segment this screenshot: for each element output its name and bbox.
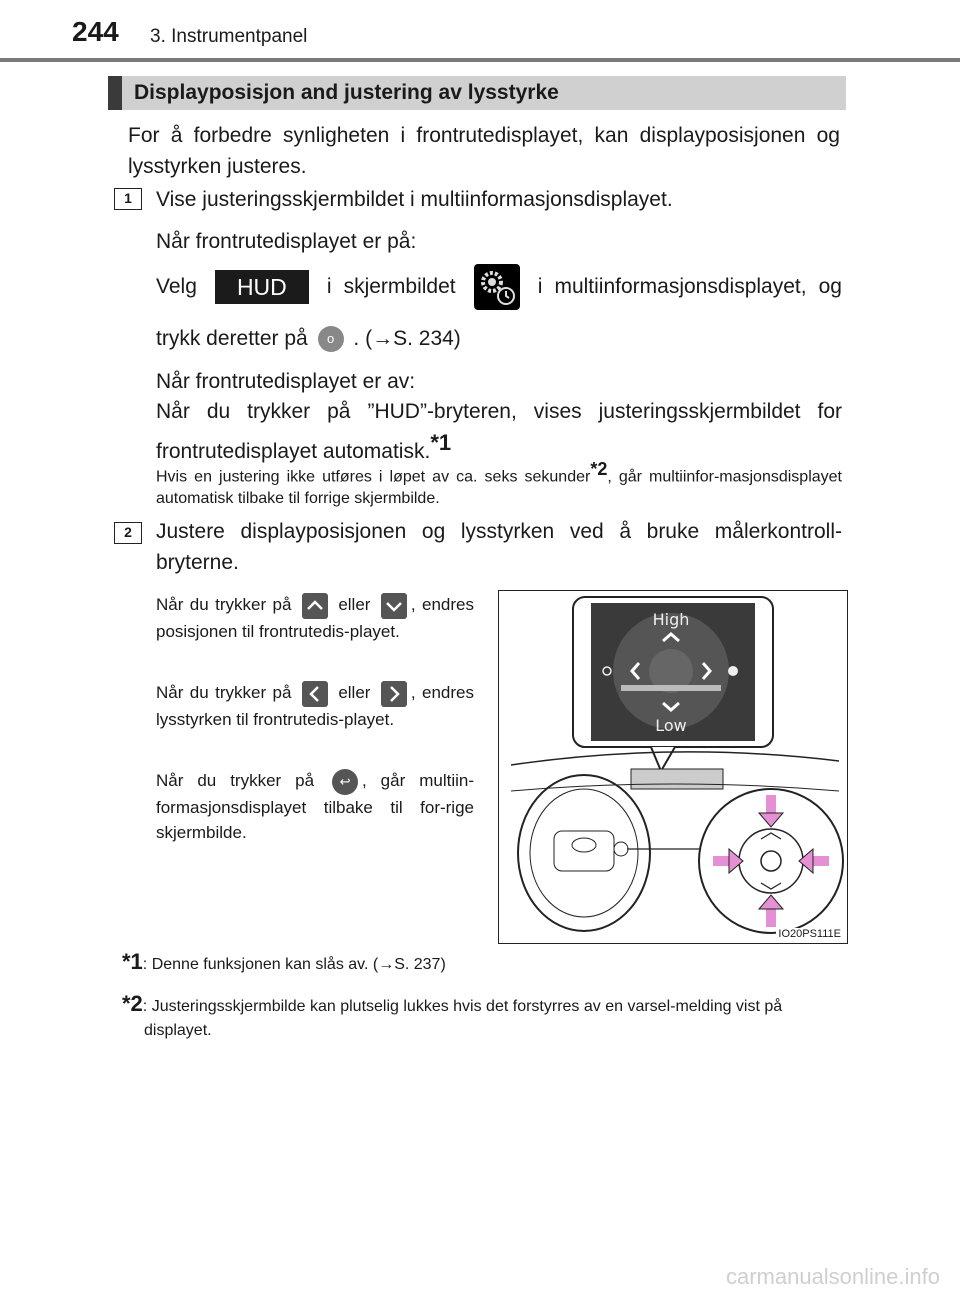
watermark: carmanualsonline.info <box>725 1264 940 1289</box>
back-icon: ↩ <box>332 769 358 795</box>
brightness-bar <box>621 685 721 691</box>
p1-pre: Når du trykker på <box>156 595 292 614</box>
footnote-1-mark: *1 <box>122 949 143 974</box>
dashboard-figure <box>498 590 848 944</box>
step-2-title: Justere displayposisjonen og lysstyrken ved å bruke målerkontroll-bryterne. <box>156 520 842 574</box>
screen-text: i skjermbildet <box>326 275 456 298</box>
settings-gear-icon <box>474 264 520 310</box>
hud-select-line <box>156 264 842 310</box>
footnote-2 <box>122 992 844 1043</box>
chevron-down-icon <box>381 593 407 619</box>
p2-post: , endres lysstyrken til frontrutedis-playet. <box>156 683 474 729</box>
footnote-ref-1: *1 <box>430 430 452 455</box>
ok-button-icon: o <box>318 326 344 352</box>
p3-pre: Når du trykker på <box>156 771 315 790</box>
footnote-1-text: : Denne funksjonen kan slås av. (→S. 237) <box>142 956 446 973</box>
chevron-right-icon <box>381 681 407 707</box>
timeout-note <box>156 458 842 510</box>
low-label: Low <box>655 716 687 735</box>
chevron-left-icon <box>302 681 328 707</box>
hud-off-text: Når du trykker på ”HUD”-bryteren, vises justeringsskjermbildet for frontrutedisplayet automatisk. <box>156 400 842 463</box>
chevron-up-icon <box>302 593 328 619</box>
intro-paragraph: For å forbedre synligheten i frontrutedisplayet, kan displayposisjonen og lysstyrken justeres. <box>128 124 840 178</box>
step-1-badge: 1 <box>114 188 142 210</box>
step-1-title: Vise justeringsskjermbildet i multiinformasjonsdisplayet. <box>156 188 673 211</box>
section-title: Displayposisjon and justering av lysstyrke <box>108 76 846 110</box>
p2-pre: Når du trykker på <box>156 683 292 702</box>
bright-sun-icon <box>728 666 738 676</box>
velg-text: Velg <box>156 275 197 298</box>
mid-text: i multiinformasjonsdisplayet, og <box>537 275 842 298</box>
p1-mid: eller <box>338 595 371 614</box>
footnote-1 <box>122 950 844 977</box>
p1-post: , endres posisjonen til frontrutedis-playet. <box>156 595 474 641</box>
position-paragraph <box>156 592 474 644</box>
p3-post: , går multiin-formasjonsdisplayet tilbake til for-rige skjermbilde. <box>156 771 474 842</box>
press-text: trykk deretter på <box>156 327 308 350</box>
ref-text: . (→S. 234) <box>353 327 461 350</box>
chapter-title: 3. Instrumentpanel <box>150 26 308 47</box>
footnote-2-text: : Justeringsskjermbilde kan plutselig lukkes hvis det forstyrres av en varsel-melding vist på displayet. <box>142 998 783 1039</box>
footnote-2-mark: *2 <box>122 991 143 1016</box>
hud-menu-icon: HUD <box>215 270 309 304</box>
back-paragraph <box>156 768 474 845</box>
brightness-paragraph <box>156 680 474 732</box>
hud-on-label: Når frontrutedisplayet er på: <box>156 230 417 253</box>
header-rule <box>0 58 960 62</box>
figure-code: IO20PS111E <box>778 928 841 940</box>
dashboard-illustration <box>499 591 848 944</box>
hud-off-paragraph <box>156 396 842 467</box>
step-2-badge: 2 <box>114 522 142 544</box>
hud-off-label: Når frontrutedisplayet er av: <box>156 370 416 393</box>
footnote-ref-2: *2 <box>590 459 608 479</box>
timeout-note-pre: Hvis en justering ikke utføres i løpet av ca. seks sekunder <box>156 468 591 486</box>
high-label: High <box>652 610 690 629</box>
page-number: 244 <box>72 16 119 47</box>
timeout-note-post: , går multiinfor-masjonsdisplayet automatisk tilbake til forrige skjermbilde. <box>156 468 842 508</box>
p2-mid: eller <box>338 683 371 702</box>
press-ok-line <box>156 322 842 356</box>
